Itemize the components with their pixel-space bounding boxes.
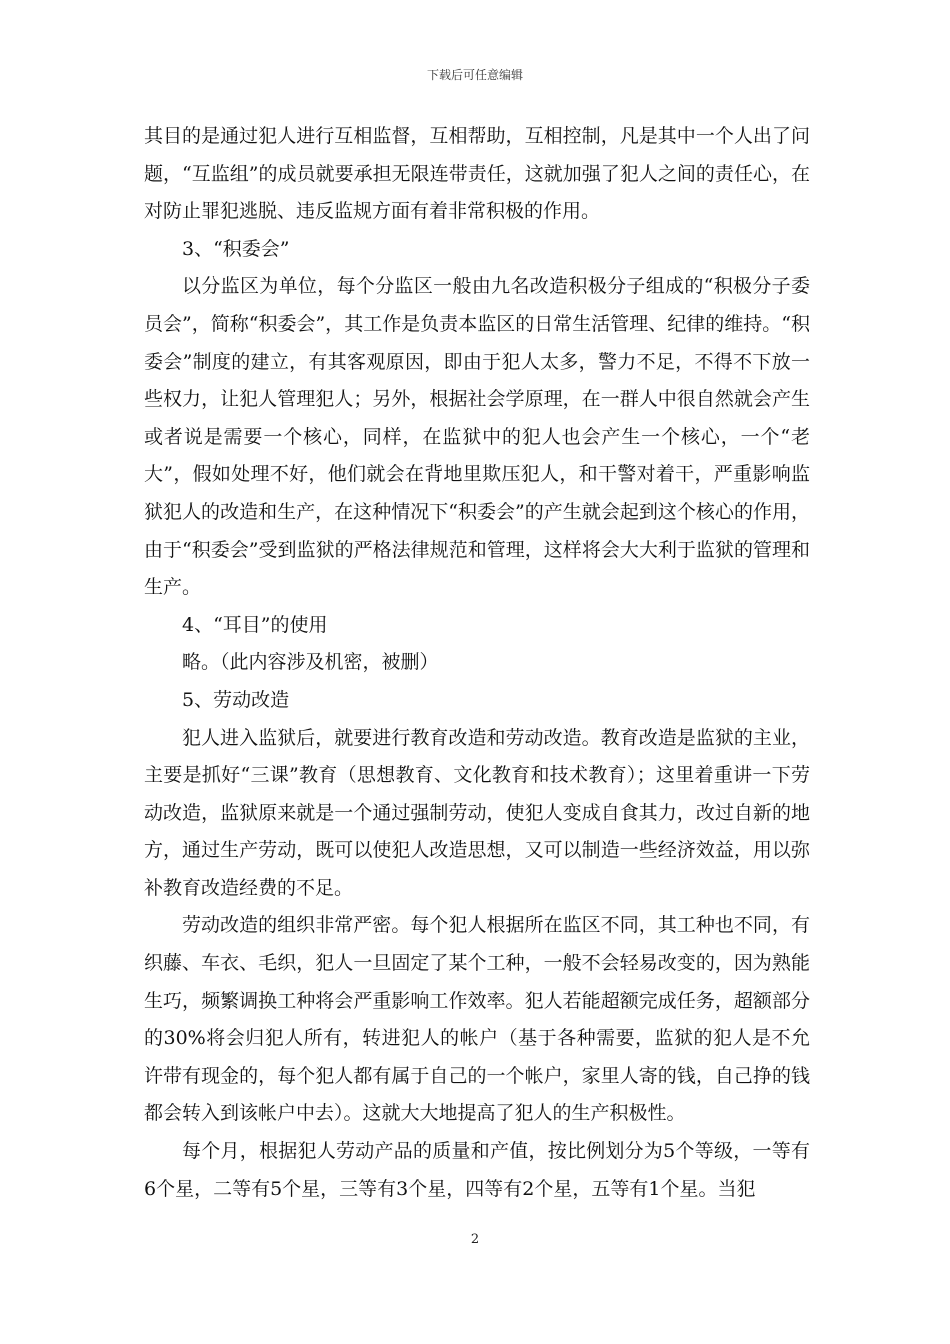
paragraph: 犯人进入监狱后，就要进行教育改造和劳动改造。教育改造是监狱的主业，主要是抓好“三课”教育（思想教育、文化教育和技术教育）；这里着重讲一下劳动改造，监狱原来就是一个通过强制劳动，使犯人变成自食其力，改过自新的地方，通过生产劳动，既可以使犯人改造思想，又可以制造一些经济效益，用以弥补教育改造经费的不足。 [144,726,810,899]
section-heading: 3、“积委会” [182,237,290,260]
paragraph: 每个月，根据犯人劳动产品的质量和产值，按比例划分为5个等级，一等有6个星，二等有5个星，三等有3个星，四等有2个星，五等有1个星。当犯 [144,1140,810,1200]
document-body [144,118,810,1208]
paragraph: 劳动改造的组织非常严密。每个犯人根据所在监区不同，其工种也不同，有织藤、车衣、毛织，犯人一旦固定了某个工种，一般不会轻易改变的，因为熟能生巧，频繁调换工种将会严重影响工作效率。犯人若能超额完成任务，超额部分的30%将会归犯人所有，转进犯人的帐户（基于各种需要，监狱的犯人是不允许带有现金的，每个犯人都有属于自己的一个帐户，家里人寄的钱，自己挣的钱都会转入到该帐户中去）。这就大大地提高了犯人的生产积极性。 [144,914,810,1125]
paragraph: 其目的是通过犯人进行互相监督，互相帮助，互相控制，凡是其中一个人出了问题，“互监组”的成员就要承担无限连带责任，这就加强了犯人之间的责任心，在对防止罪犯逃脱、违反监规方面有着非常积极的作用。 [144,125,810,223]
section-heading: 4、“耳目”的使用 [182,613,328,636]
paragraph: 以分监区为单位，每个分监区一般由九名改造积极分子组成的“积极分子委员会”，简称“积委会”，其工作是负责本监区的日常生活管理、纪律的维持。“积委会”制度的建立，有其客观原因，即由于犯人太多，警力不足，不得不下放一些权力，让犯人管理犯人；另外，根据社会学原理，在一群人中很自然就会产生或者说是需要一个核心，同样，在监狱中的犯人也会产生一个核心，一个“老大”，假如处理不好，他们就会在背地里欺压犯人，和干警对着干，严重影响监狱犯人的改造和生产，在这种情况下“积委会”的产生就会起到这个核心的作用，由于“积委会”受到监狱的严格法律规范和管理，这样将会大大利于监狱的管理和生产。 [144,275,810,599]
page-number: 2 [470,1232,480,1247]
paragraph: 略。（此内容涉及机密，被删） [182,651,439,674]
page-header-note: 下载后可任意编辑 [426,68,523,82]
section-heading: 5、劳动改造 [182,688,290,711]
